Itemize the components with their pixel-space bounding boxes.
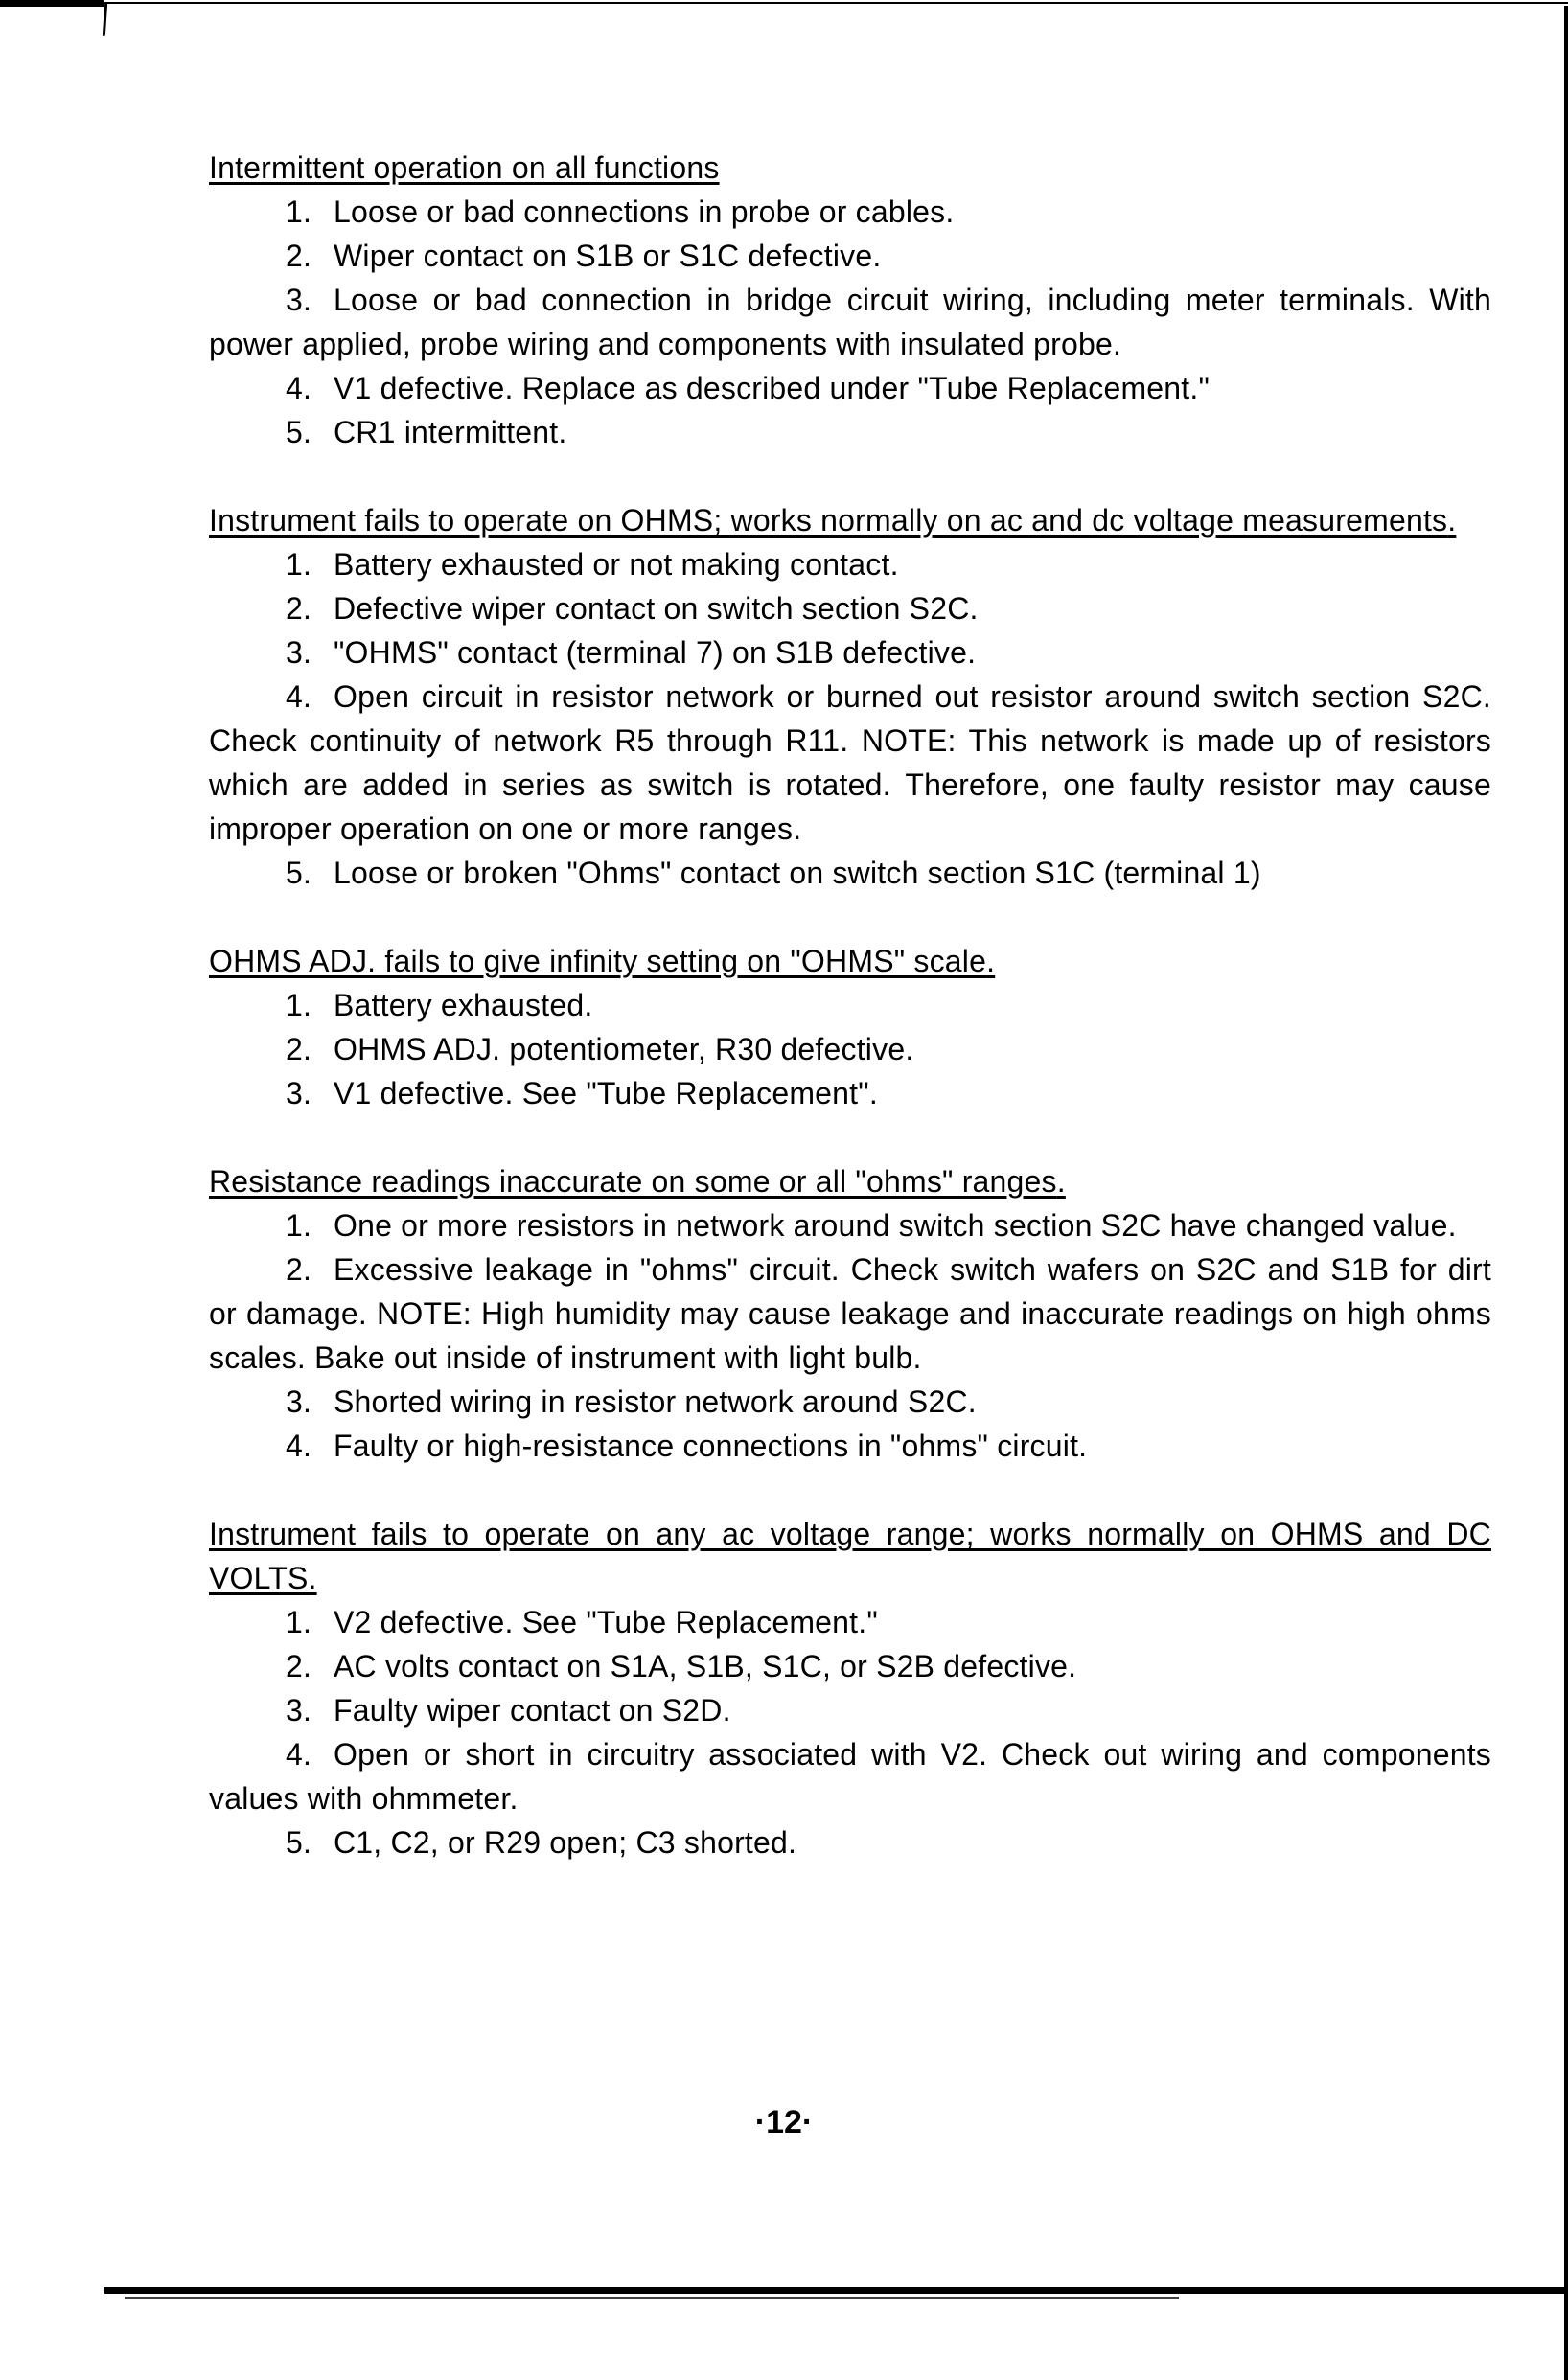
item-text: V1 defective. See "Tube Replacement". [334,1076,878,1110]
section-heading-text: Intermittent operation on all functions [209,150,720,185]
page-bottom-rule-shadow [125,2297,1179,2299]
troubleshooting-section-ohms-adj [209,939,1491,1115]
list-item [209,1820,1491,1865]
item-text: V2 defective. See "Tube Replacement." [334,1605,878,1639]
list-item [209,1247,1491,1380]
item-number: 5. [286,1825,312,1860]
item-number: 2. [286,1252,312,1287]
scan-border-right [1564,6,1568,2380]
list-item [209,851,1491,895]
item-number: 4. [286,1429,312,1463]
item-number: 4. [286,371,312,405]
item-number: 1. [286,547,312,582]
list-item [209,190,1491,234]
section-heading [209,1159,1491,1203]
item-number: 1. [286,1208,312,1243]
scan-border-top-left [0,0,104,7]
item-text: Battery exhausted. [334,988,593,1022]
list-item [209,1027,1491,1071]
item-text: C1, C2, or R29 open; C3 shorted. [334,1825,797,1860]
item-number: 3. [286,1385,312,1419]
item-number: 1. [286,1605,312,1639]
section-heading-text: Instrument fails to operate on OHMS; works normally on ac and dc voltage measurements [209,503,1448,538]
section-heading [209,1512,1491,1600]
item-text: AC volts contact on S1A, S1B, S1C, or S2B defective. [334,1649,1077,1683]
section-heading [209,939,1491,983]
item-number: 3. [286,283,312,317]
scan-corner-mark [103,3,107,36]
item-text: Excessive leakage in "ohms" circuit. Check switch wafers on S2C and S1B for dirt or damage. NOTE: High humidity may cause leakage and inaccurate readings on high ohms scales. Bake out inside of instrument with light bulb. [209,1252,1491,1375]
scan-border-top [104,2,1568,4]
troubleshooting-section-ac-voltage [209,1512,1491,1865]
item-number: 1. [286,195,312,229]
item-text: OHMS ADJ. potentiometer, R30 defective. [334,1032,914,1066]
item-number: 5. [286,415,312,449]
list-item [209,1688,1491,1732]
item-number: 3. [286,1693,312,1728]
section-heading-text: Instrument fails to operate on any ac voltage range; works normally on OHMS and DC VOLTS [209,1517,1491,1595]
item-text: Shorted wiring in resistor network around S2C. [334,1385,977,1419]
item-text: Open circuit in resistor network or burned out resistor around switch section S2C. Check continuity of network R5 through R11. NOTE: This network is made up of resistors which are added in series as switch is rotated. Therefore, one faulty resistor may cause improper operation on one or more ranges. [209,679,1491,846]
item-text: Wiper contact on S1B or S1C defective. [334,239,882,273]
list-item [209,1071,1491,1115]
item-text: Loose or bad connections in probe or cables. [334,195,955,229]
item-text: Faulty or high-resistance connections in "ohms" circuit. [334,1429,1088,1463]
list-item [209,1203,1491,1247]
item-text: Loose or broken "Ohms" contact on switch section S1C (terminal 1) [334,856,1261,890]
document-page [209,146,1491,1909]
list-item [209,366,1491,410]
list-item [209,630,1491,675]
item-text: Battery exhausted or not making contact. [334,547,899,582]
item-text: Open or short in circuitry associated with V2. Check out wiring and components values with ohmmeter. [209,1737,1491,1816]
item-text: Faulty wiper contact on S2D. [334,1693,731,1728]
section-heading-tail: . [308,1561,317,1595]
list-item [209,1424,1491,1468]
item-text: Loose or bad connection in bridge circuit wiring, including meter terminals. With power applied, probe wiring and components with insulated probe. [209,283,1491,361]
list-item [209,1732,1491,1820]
list-item [209,983,1491,1027]
list-item [209,586,1491,630]
troubleshooting-section-intermittent [209,146,1491,454]
item-number: 2. [286,1649,312,1683]
section-heading [209,146,1491,190]
item-text: One or more resistors in network around switch section S2C have changed value. [334,1208,1457,1243]
list-item [209,410,1491,454]
page-number: ·12· [754,2104,814,2140]
list-item [209,234,1491,278]
item-number: 4. [286,679,312,714]
item-number: 5. [286,856,312,890]
item-number: 3. [286,1076,312,1110]
section-heading-tail: . [1056,1164,1066,1199]
list-item [209,278,1491,366]
list-item [209,1380,1491,1424]
item-number: 2. [286,591,312,626]
list-item [209,1600,1491,1644]
item-text: "OHMS" contact (terminal 7) on S1B defective. [334,635,977,670]
section-heading [209,498,1491,542]
item-text: Defective wiper contact on switch section S2C. [334,591,979,626]
item-number: 3. [286,635,312,670]
section-heading-tail: . [1447,503,1457,538]
list-item [209,675,1491,851]
troubleshooting-section-resistance [209,1159,1491,1468]
list-item [209,542,1491,586]
page-bottom-rule [104,2287,1568,2294]
item-text: CR1 intermittent. [334,415,567,449]
item-number: 2. [286,1032,312,1066]
section-heading-text: OHMS ADJ. fails to give infinity setting on "OHMS" scale [209,944,987,978]
section-heading-tail: . [986,944,996,978]
item-number: 4. [286,1737,312,1772]
item-number: 2. [286,239,312,273]
list-item [209,1644,1491,1688]
item-text: V1 defective. Replace as described under "Tube Replacement." [334,371,1211,405]
troubleshooting-section-ohms-fail [209,498,1491,895]
section-heading-text: Resistance readings inaccurate on some or all "ohms" ranges [209,1164,1057,1199]
item-number: 1. [286,988,312,1022]
